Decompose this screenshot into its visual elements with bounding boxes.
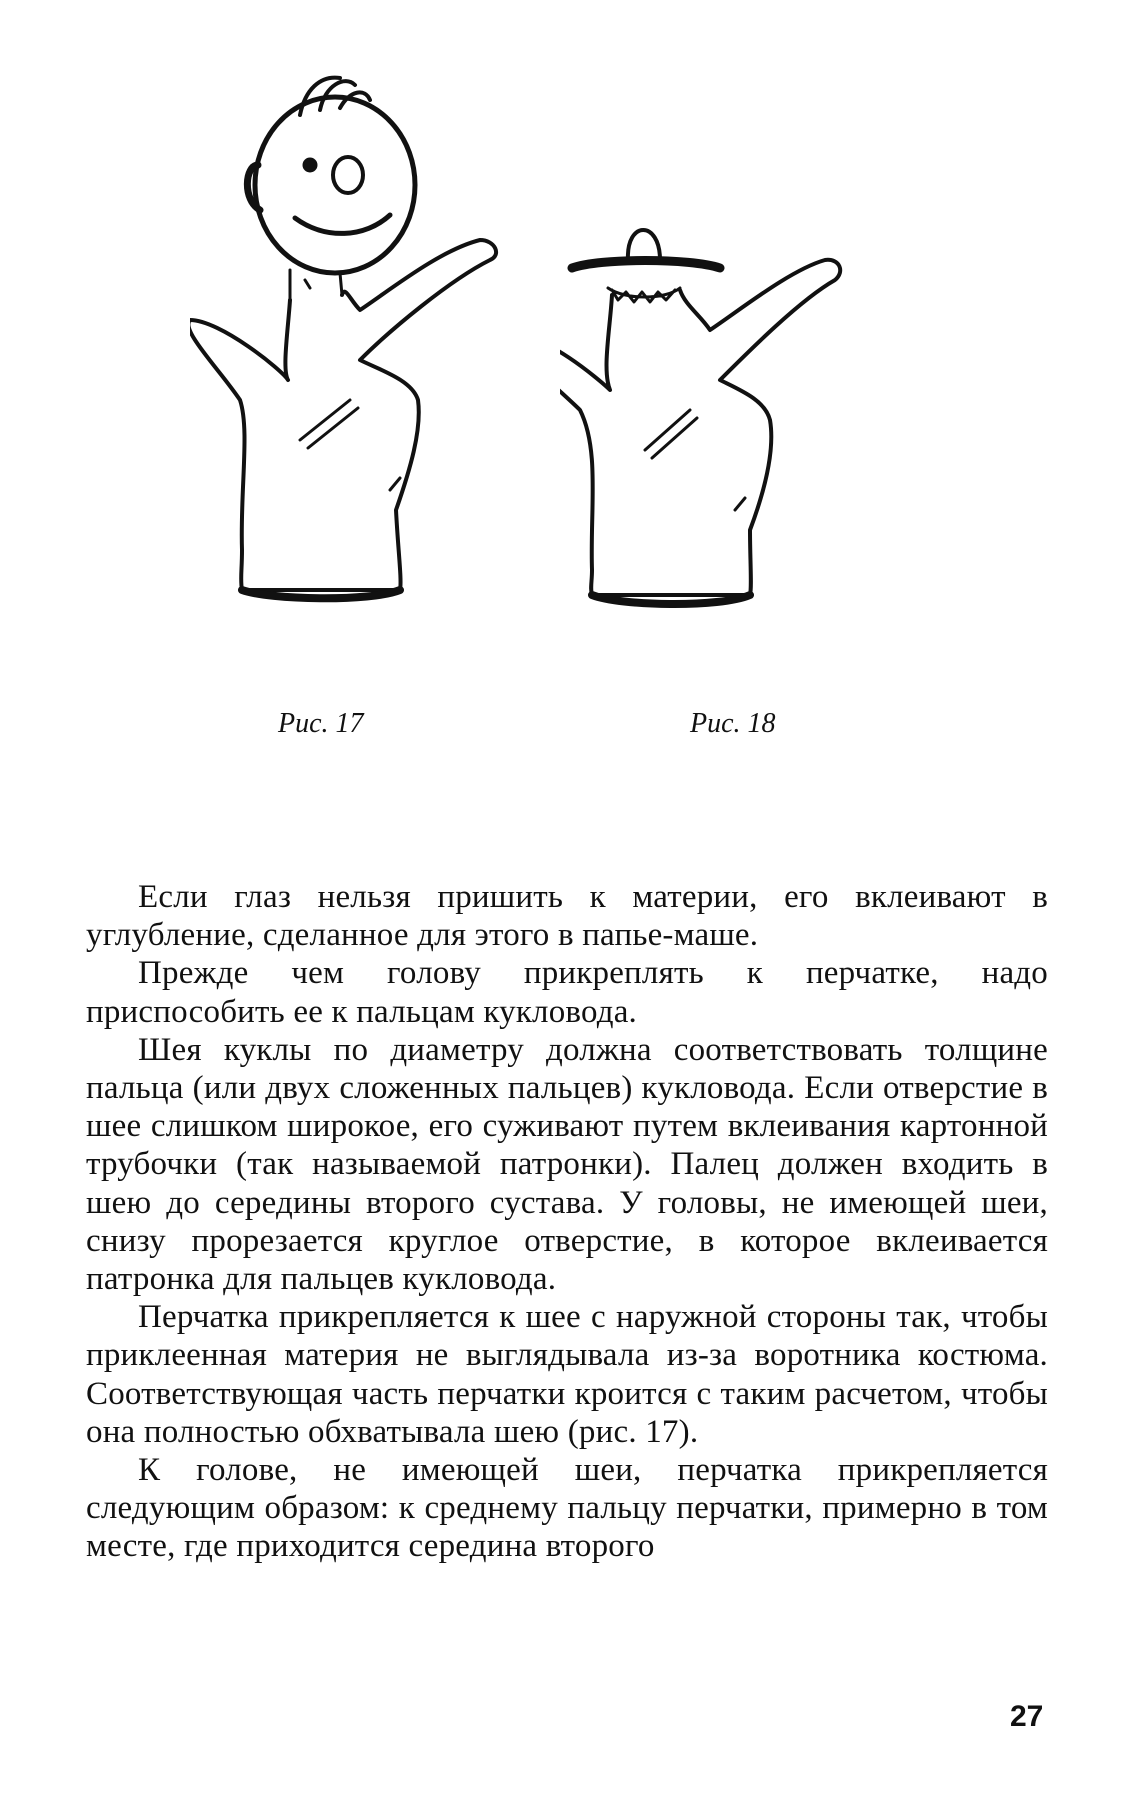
figure-17-caption: Рис. 17 [278, 708, 364, 739]
paragraph: Шея куклы по диаметру должна соответствовать толщине пальца (или двух сложенных пальцев) кукловода. Если отверстие в шее слишком широкое, его суживают путем вклеивания картонной трубочки (так называемой патронки). Палец должен входить в шею до середины второго сустава. У головы, не имеющей шеи, снизу прорезается круглое отверстие, в которое вклеивается патронка для пальцев кукловода. [86, 1031, 1048, 1298]
glove-puppet-with-hat-illustration [560, 210, 930, 670]
figure-18-caption: Рис. 18 [690, 708, 776, 739]
figure-17-glove-puppet [190, 70, 550, 670]
paragraph: Если глаз нельзя пришить к материи, его вклеивают в углубление, сделанное для этого в папье-маше. [86, 879, 1048, 954]
paragraph: Прежде чем голову прикреплять к перчатке, надо приспособить ее к пальцам кукловода. [86, 955, 1048, 1030]
body-text [86, 878, 1048, 1566]
paragraph: К голове, не имеющей шеи, перчатка прикрепляется следующим образом: к среднему пальцу перчатки, примерно в том месте, где приходится середина второго [86, 1452, 1048, 1565]
glove-puppet-with-head-illustration [190, 70, 550, 670]
page-number: 27 [1010, 1700, 1044, 1733]
figure-18-glove-puppet-hat [560, 210, 930, 670]
paragraph: Перчатка прикрепляется к шее с наружной стороны так, чтобы приклеенная материя не выглядывала из-за воротника костюма. Соответствующая часть перчатки кроится с таким расчетом, чтобы она полностью обхватывала шею (рис. 17). [86, 1299, 1048, 1450]
